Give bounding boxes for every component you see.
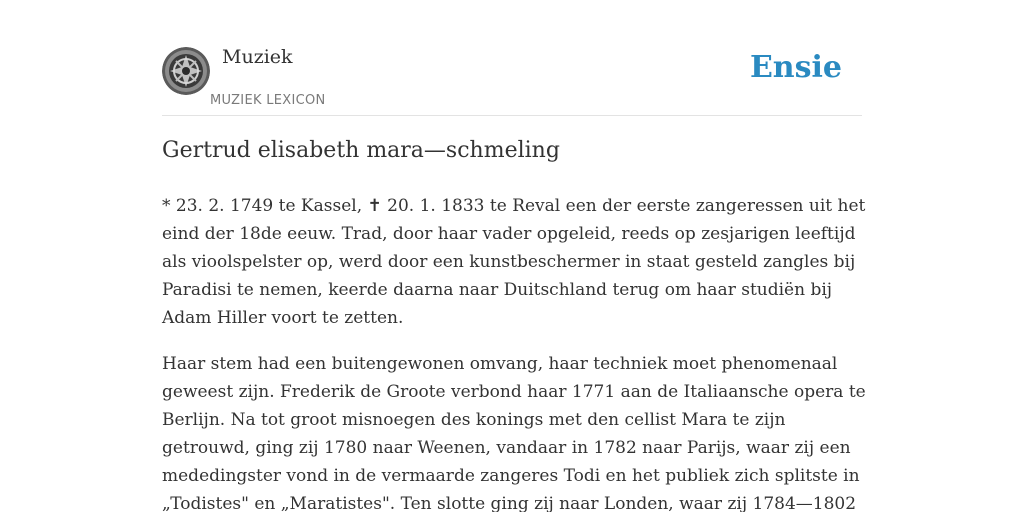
paragraph-line: eind der 18de eeuw. Trad, door haar vader opgeleid, reeds op zesjarigen leeftijd (162, 224, 856, 244)
article-body (162, 192, 866, 512)
paragraph (162, 350, 866, 512)
paragraph-line: „Todistes" en „Maratistes". Ten slotte ging zij naar Londen, waar zij 1784—1802 (162, 494, 857, 512)
paragraph-line: Haar stem had een buitengewonen omvang, haar techniek moet phenomenaal (162, 354, 838, 374)
paragraph-line: mededingster vond in de vermaarde zangeres Todi en het publiek zich splitste in (162, 466, 860, 486)
article-title: Gertrud elisabeth mara—schmeling (162, 138, 560, 163)
category-link[interactable]: Muziek (222, 46, 293, 68)
paragraph (162, 192, 866, 332)
paragraph-line: als vioolspelster op, werd door een kunstbeschermer in staat gesteld zangles bij (162, 252, 856, 272)
paragraph-line: Adam Hiller voort te zetten. (162, 308, 404, 328)
header (162, 44, 862, 116)
brand-logo[interactable]: Ensie (749, 50, 842, 85)
music-emblem-icon (162, 47, 210, 95)
paragraph-line: Berlijn. Na tot groot misnoegen des konings met den cellist Mara te zijn (162, 410, 786, 430)
paragraph-line: * 23. 2. 1749 te Kassel, ✝ 20. 1. 1833 te Reval een der eerste zangeressen uit het (162, 196, 866, 216)
paragraph-line: geweest zijn. Frederik de Groote verbond haar 1771 aan de Italiaansche opera te (162, 382, 866, 402)
category-avatar[interactable] (162, 47, 210, 95)
category-subtitle: MUZIEK LEXICON (210, 93, 326, 108)
paragraph-line: getrouwd, ging zij 1780 naar Weenen, vandaar in 1782 naar Parijs, waar zij een (162, 438, 851, 458)
paragraph-line: Paradisi te nemen, keerde daarna naar Duitschland terug om haar studiën bij (162, 280, 833, 300)
